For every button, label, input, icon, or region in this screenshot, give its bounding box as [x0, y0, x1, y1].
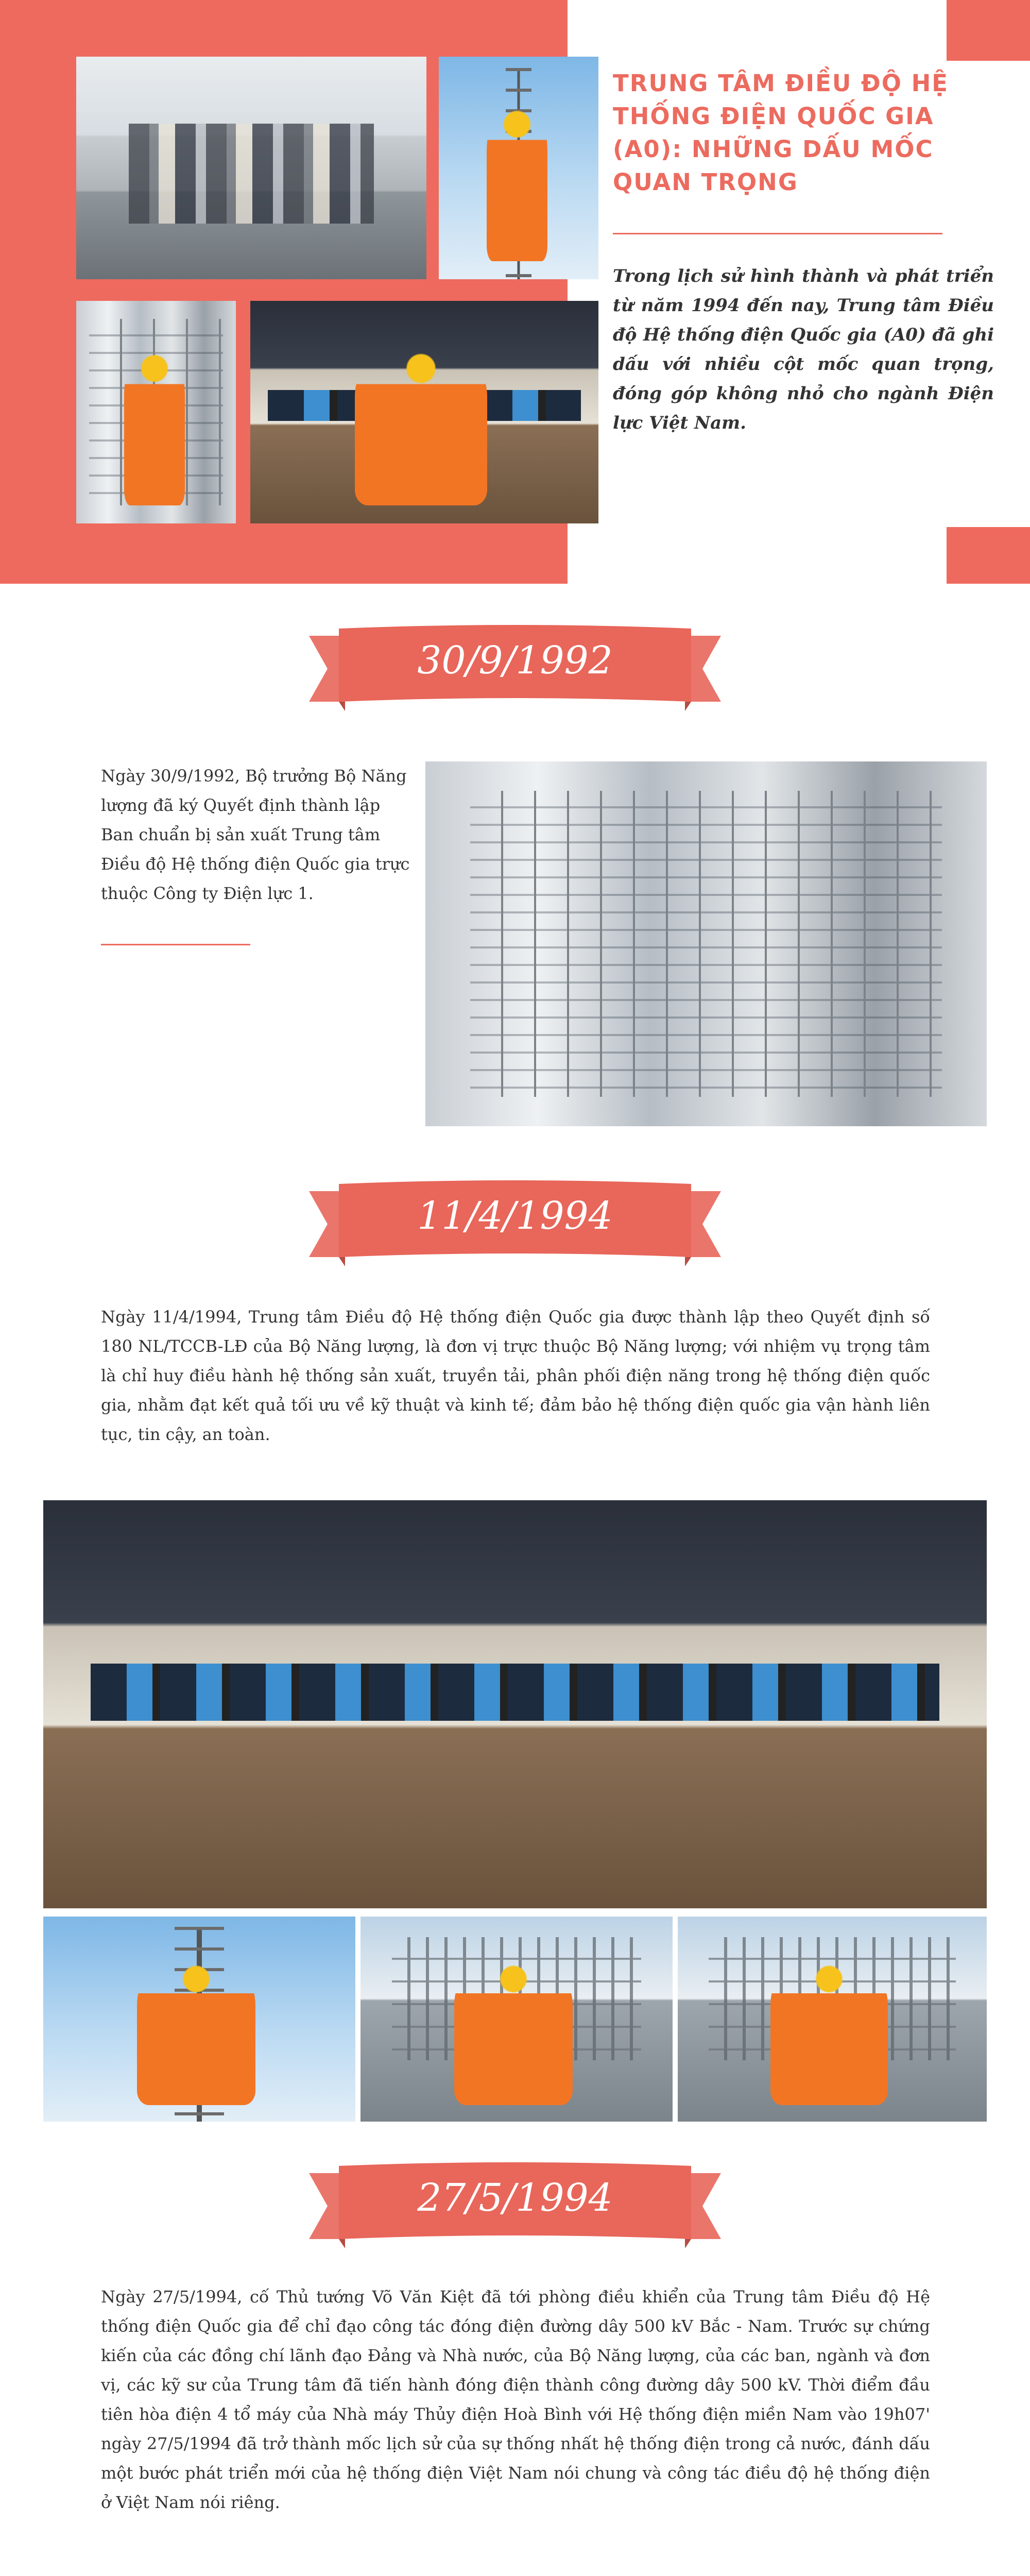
photo-lineman-pole [439, 57, 598, 279]
photo-workers-team [678, 1917, 987, 2122]
photo-substation-worker [360, 1917, 673, 2122]
milestone-date: 27/5/1994 [417, 2176, 613, 2220]
photo-leaders-visit [76, 57, 426, 279]
intro-text: Trong lịch sử hình thành và phát triển từ năm 1994 đến nay, Trung tâm Điều độ Hệ thống điện Quốc gia (A0) đã ghi dấu với nhiều cột mốc quan trọng, đóng góp không nhỏ cho ngành Điện lực Việt Nam. [613, 266, 994, 433]
title-underline [613, 233, 942, 234]
photo-linemen-repair [43, 1917, 355, 2122]
page-title: TRUNG TÂM ĐIỀU ĐỘ HỆ THỐNG ĐIỆN QUỐC GIA (A0): NHỮNG DẤU MỐC QUAN TRỌNG [613, 70, 949, 196]
corner-accent-bottom-right [947, 527, 1030, 584]
milestone-3-text: Ngày 27/5/1994, cố Thủ tướng Võ Văn Kiệt đã tới phòng điều khiển của Trung tâm Điều độ Hệ thống điện Quốc gia để chỉ đạo công tác đóng điện đường dây 500 kV Bắc - Nam. Trước sự chứng kiến của các đồng chí lãnh đạo Đảng và Nhà nước, của Bộ Năng lượng, của các ban, ngành và đơn vị, các kỹ sư của Trung tâm đã tiến hành đóng điện thành công đường dây 500 kV. Thời điểm đầu tiên hòa điện 4 tổ máy của Nhà máy Thủy điện Hoà Bình với Hệ thống điện miền Nam vào 19h07' ngày 27/5/1994 đã trở thành mốc lịch sử của sự thống nhất hệ thống điện trong cả nước, đánh dấu một bước phát triển mới của hệ thống điện Việt Nam nói chung và công tác điều độ hệ thống điện ở Việt Nam nói riêng. [101, 2287, 930, 2512]
milestone-1-underline [101, 944, 250, 945]
photo-control-room-wide [43, 1500, 987, 1908]
photo-engineers-control-room [250, 301, 598, 523]
photo-technicians-cabinet [76, 301, 236, 523]
milestone-date: 30/9/1992 [417, 638, 613, 683]
ribbon-milestone-2 [309, 1180, 721, 1267]
milestone-date: 11/4/1994 [417, 1194, 613, 1238]
photo-server-room [425, 761, 987, 1126]
corner-accent-top-right [947, 0, 1030, 61]
ribbon-milestone-1 [309, 624, 721, 712]
milestone-2-text: Ngày 11/4/1994, Trung tâm Điều độ Hệ thống điện Quốc gia được thành lập theo Quyết định số 180 NL/TCCB-LĐ của Bộ Năng lượng, là đơn vị trực thuộc Bộ Năng lượng; với nhiệm vụ trọng tâm là chỉ huy điều hành hệ thống sản xuất, truyền tải, phân phối điện năng trong hệ thống điện quốc gia, nhằm đạt kết quả tối ưu về kỹ thuật và kinh tế; đảm bảo hệ thống điện quốc gia vận hành liên tục, tin cậy, an toàn. [101, 1307, 930, 1444]
milestone-1-text: Ngày 30/9/1992, Bộ trưởng Bộ Năng lượng đã ký Quyết định thành lập Ban chuẩn bị sản xuất Trung tâm Điều độ Hệ thống điện Quốc gia trực thuộc Công ty Điện lực 1. [101, 766, 410, 903]
ribbon-milestone-3 [309, 2162, 721, 2249]
